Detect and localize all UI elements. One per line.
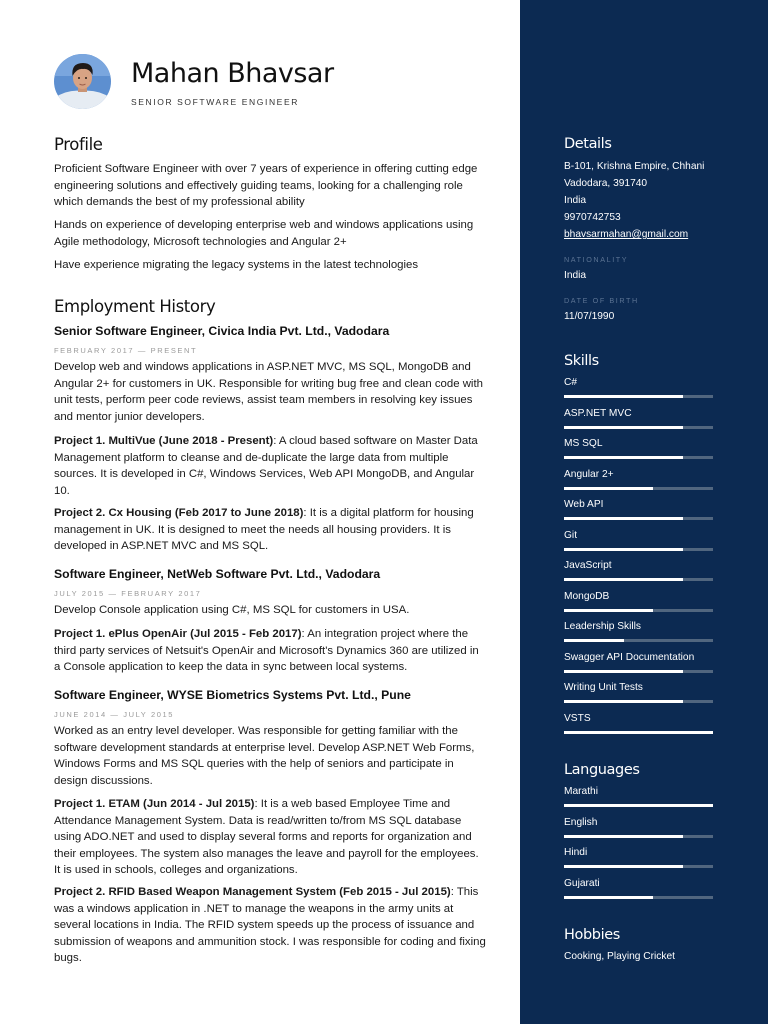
project-text: : This was a windows application in .NET to manage the weapons in the army units at several locations in India. The RFID system speeds up the process of issuance and submission of weapons and ammunition stock. I was responsible for coding and fixing bugs. xyxy=(54,886,486,964)
skill-name: Leadership Skills xyxy=(564,621,642,632)
profile-paragraph: Hands on experience of developing enterprise web and windows applications using Agile methodology, Microsoft technologies and Angular 2+ xyxy=(54,219,474,248)
skill-level-fill xyxy=(564,426,683,429)
language-level-fill xyxy=(564,804,713,807)
project-text: : An integration project where the third party services of Netsuit's OpenAir and Microsoft's Dynamics 360 are utilized in a Console application to keep the data in sync between local systems. xyxy=(54,628,479,673)
skill-name: ASP.NET MVC xyxy=(564,407,632,419)
profile-paragraph: Have experience migrating the legacy systems in the latest technologies xyxy=(54,259,419,271)
language-name: Hindi xyxy=(564,847,588,858)
language-level-bar xyxy=(564,865,713,868)
dob-label: DATE OF BIRTH xyxy=(564,296,639,305)
skill-name: Writing Unit Tests xyxy=(564,682,643,693)
language-name: Marathi xyxy=(564,786,598,797)
skill-level-fill xyxy=(564,639,624,642)
skill-level-bar xyxy=(564,700,713,703)
skill-level-bar xyxy=(564,731,713,734)
avatar-image xyxy=(54,54,111,109)
details-heading: Details xyxy=(564,136,612,152)
skill-level-bar xyxy=(564,578,713,581)
languages-heading: Languages xyxy=(564,762,640,778)
skill-name: MongoDB xyxy=(564,590,610,602)
skill-level-fill xyxy=(564,578,683,581)
skill-level-fill xyxy=(564,548,683,551)
job-dates: JULY 2015 — FEBRUARY 2017 xyxy=(54,589,202,598)
project-name: Project 1. ePlus OpenAir (Jul 2015 - Feb 2017) xyxy=(54,628,302,640)
project-entry xyxy=(54,626,486,676)
language-level-bar xyxy=(564,804,713,807)
job-dates: JUNE 2014 — JULY 2015 xyxy=(54,710,175,719)
skill-level-bar xyxy=(564,517,713,520)
skills-heading: Skills xyxy=(564,353,599,369)
phone-number: 9970742753 xyxy=(564,212,621,223)
skill-name: MS SQL xyxy=(564,438,603,449)
employment-history-heading: Employment History xyxy=(54,297,216,316)
language-level-fill xyxy=(564,835,683,838)
job-title: Software Engineer, WYSE Biometrics Systems Pvt. Ltd., Pune xyxy=(54,688,411,702)
skill-level-fill xyxy=(564,700,683,703)
skill-level-fill xyxy=(564,670,683,673)
project-entry xyxy=(54,505,486,555)
project-text: : It is a web based Employee Time and Attendance Management System. Data is read/written to/from MS SQL database using ADO.NET and used to display several forms and reports for organization and their employees. The system also manages the leave and payroll for the employees. It is used in schools, colleges and organizations. xyxy=(54,798,479,876)
job-title: Senior Software Engineer, Civica India Pvt. Ltd., Vadodara xyxy=(54,324,390,338)
skill-level-fill xyxy=(564,487,653,490)
nationality-value: India xyxy=(564,270,587,281)
skill-name: JavaScript xyxy=(564,560,612,571)
skill-level-bar xyxy=(564,487,713,490)
language-level-bar xyxy=(564,896,713,899)
skill-level-bar xyxy=(564,670,713,673)
skill-level-fill xyxy=(564,517,683,520)
job-description: Develop Console application using C#, MS SQL for customers in USA. xyxy=(54,604,410,616)
job-description: Worked as an entry level developer. Was responsible for getting familiar with the software development standards at enterprise level. Develop ASP.NET Web Forms, Windows Forms and MS SQL queries with the help of seniors and participate in design discussions. xyxy=(54,725,475,787)
language-level-fill xyxy=(564,865,683,868)
skill-name: C# xyxy=(564,377,578,388)
skill-level-fill xyxy=(564,731,713,734)
skill-name: Swagger API Documentation xyxy=(564,651,695,663)
country: India xyxy=(564,195,587,206)
project-name: Project 1. ETAM (Jun 2014 - Jul 2015) xyxy=(54,798,255,810)
project-text: : It is a digital platform for housing management in UK. It is designed to meet the needs all housing providers. It is developed in ASP.NET MVC and MS SQL. xyxy=(54,507,474,552)
skill-level-bar xyxy=(564,609,713,612)
project-entry xyxy=(54,884,486,967)
skill-level-fill xyxy=(564,395,683,398)
project-name: Project 2. RFID Based Weapon Management System (Feb 2015 - Jul 2015) xyxy=(54,886,451,898)
skill-name: Web API xyxy=(564,499,604,510)
resume-sidebar xyxy=(520,0,768,1024)
candidate-name: Mahan Bhavsar xyxy=(131,58,334,89)
dob-value: 11/07/1990 xyxy=(564,311,615,322)
hobbies-heading: Hobbies xyxy=(564,927,620,943)
skill-name: Git xyxy=(564,529,578,541)
language-name: Gujarati xyxy=(564,877,600,889)
skill-level-fill xyxy=(564,609,653,612)
project-entry xyxy=(54,796,486,879)
skill-level-fill xyxy=(564,456,683,459)
skill-level-bar xyxy=(564,456,713,459)
job-title: Software Engineer, NetWeb Software Pvt. Ltd., Vadodara xyxy=(54,567,381,581)
profile-paragraph: Proficient Software Engineer with over 7 years of experience in offering cutting edge engineering solutions and effectively guiding teams, looking for a challenging role which demands the best of my professional ability xyxy=(54,163,478,208)
nationality-label: NATIONALITY xyxy=(564,255,629,264)
skill-name: Angular 2+ xyxy=(564,468,614,480)
language-level-bar xyxy=(564,835,713,838)
profile-photo xyxy=(54,54,111,109)
project-entry xyxy=(54,433,486,499)
project-name: Project 1. MultiVue (June 2018 - Present) xyxy=(54,435,274,447)
candidate-title: SENIOR SOFTWARE ENGINEER xyxy=(131,97,299,107)
skill-level-bar xyxy=(564,639,713,642)
skill-level-bar xyxy=(564,548,713,551)
skill-level-bar xyxy=(564,426,713,429)
hobbies-text: Cooking, Playing Cricket xyxy=(564,951,675,962)
skill-level-bar xyxy=(564,395,713,398)
email-link[interactable]: bhavsarmahan@gmail.com xyxy=(564,229,689,240)
job-dates: FEBRUARY 2017 — PRESENT xyxy=(54,346,198,355)
language-level-fill xyxy=(564,896,653,899)
address-line: Vadodara, 391740 xyxy=(564,178,648,189)
skill-name: VSTS xyxy=(564,712,591,724)
job-description: Develop web and windows applications in ASP.NET MVC, MS SQL, MongoDB and Angular 2+ for customers in UK. Responsible for writing bug free and clean code with unit tests, perform peer code reviews, assist team members in resolving key issues and mentor junior developers. xyxy=(54,361,483,423)
project-name: Project 2. Cx Housing (Feb 2017 to June 2018) xyxy=(54,507,304,519)
project-text: : A cloud based software on Master Data Management platform to cleanse and de-duplicate the large data from multiple sources. It is developed in C#, Windows Services, Web API MongoDB, and Angular 10. xyxy=(54,435,478,497)
address-line: B-101, Krishna Empire, Chhani xyxy=(564,161,705,172)
profile-heading: Profile xyxy=(54,135,103,154)
language-name: English xyxy=(564,816,598,828)
